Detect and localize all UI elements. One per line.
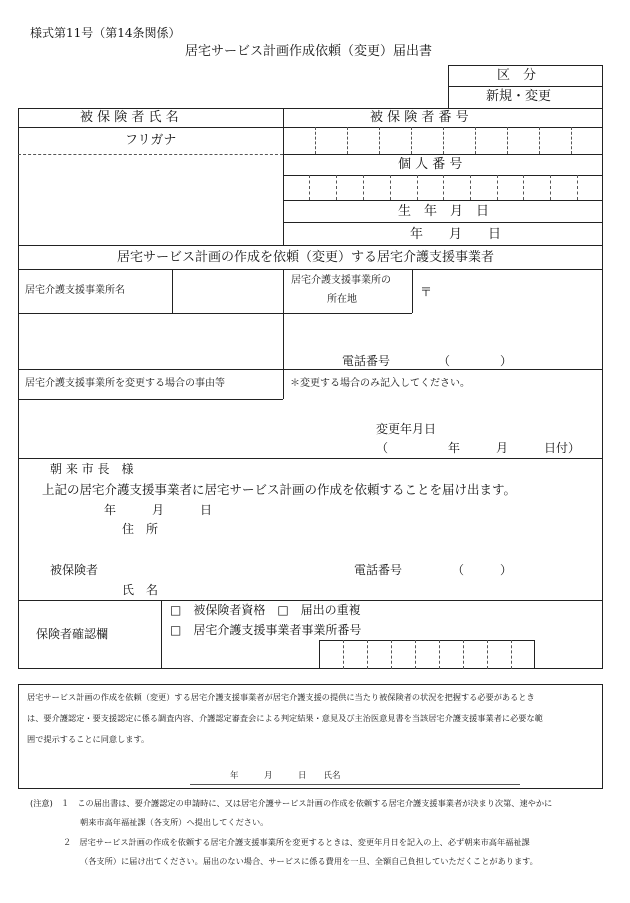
office-phone-paren-open: （ [438,354,451,368]
change-note: ＊変更する場合のみ記入してください。 [290,378,470,389]
insured-number-header: 被 保 険 者 番 号 [370,110,469,125]
office-name-label: 居宅介護支援事業所名 [25,285,125,296]
insured-label: 被保険者 [50,563,99,577]
mayor-address: 朝 来 市 長 様 [50,462,134,476]
consent-text-1: 居宅サービス計画の作成を依頼（変更）する居宅介護支援事業者が居宅介護支援の提供に当たり被保険者の状況を把握する必要があるとき [27,692,535,702]
consent-text-2: は、要介護認定・要支援認定に係る調査内容、介護認定審査会による判定結果・意見及び主治医意見書を当該居宅介護支援事業者に必要な範 [27,713,543,723]
change-reason-label: 居宅介護支援事業所を変更する場合の事由等 [25,378,225,389]
birth-date-header: 生 年 月 日 [398,204,490,219]
form-title: 居宅サービス計画作成依頼（変更）届出書 [185,44,433,59]
section-header: 居宅サービス計画の作成を依頼（変更）する居宅介護支援事業者 [117,250,495,265]
change-date-label: 変更年月日 [376,422,437,436]
note-2b: （各支所）に届け出てください。届出のない場合、サービスに係る費用を一旦、全額自己負担していただくことがあります。 [80,856,538,866]
office-phone-paren-close: ） [500,354,513,368]
consent-date-name[interactable]: 年 月 日 氏名 [230,771,341,781]
insured-name-header: 被 保 険 者 氏 名 [80,110,179,125]
address-label: 住 所 [122,522,159,536]
change-date-field[interactable]: （ 年 月 日付） [376,441,581,455]
personal-number-header: 個 人 番 号 [398,157,463,172]
note-1b: 朝来市高年福祉課（各支所）へ提出してください。 [80,817,269,827]
furigana-label: フリガナ [125,133,177,148]
office-address-label-2: 所在地 [327,294,357,305]
check-item-2[interactable]: □ 居宅介護支援事業者事業所番号 [170,623,362,637]
birth-date-field[interactable]: 年 月 日 [410,227,502,242]
consent-text-3: 囲で提示することに同意します。 [27,734,150,744]
office-number-field[interactable] [319,640,535,669]
declaration-text: 上記の居宅介護支援事業者に居宅サービス計画の作成を依頼することを届け出ます。 [42,482,517,497]
declaration-date[interactable]: 年 月 日 [104,503,213,517]
insured-number-field[interactable] [284,128,602,153]
form-number: 様式第11号（第14条関係） [30,26,181,40]
insured-phone-field[interactable]: （ ） [452,563,513,577]
office-address-field[interactable] [432,275,597,345]
office-name-field[interactable] [20,315,280,369]
insured-signature-field[interactable] [170,580,590,598]
note-2a: ２ 居宅サービス計画の作成を依頼する居宅介護支援事業所を変更するときは、変更年月日を記入の上、必ず朝来市高年福祉課 [63,837,530,847]
change-reason-field[interactable] [22,402,362,454]
name-label: 氏 名 [122,583,159,597]
kubun-value[interactable]: 新規・変更 [486,89,552,104]
kubun-header: 区 分 [497,68,537,83]
office-phone-field[interactable] [452,352,498,368]
postal-mark: 〒 [420,285,433,299]
office-phone-label: 電話番号 [342,354,391,368]
insurer-check-label: 保険者確認欄 [36,627,109,641]
note-1a: (注意) １ この届出書は、要介護認定の申請時に、又は居宅介護サービス計画の作成を依頼する居宅介護支援事業者が決まり次第、速やかに [30,798,553,808]
insured-name-field[interactable] [25,158,275,243]
check-item-1[interactable]: □ 被保険者資格 □ 届出の重複 [170,603,361,617]
address-field[interactable] [170,520,590,554]
personal-number-field[interactable] [284,176,602,199]
insured-phone-label: 電話番号 [354,563,403,577]
office-address-label-1: 居宅介護支援事業所の [291,275,391,286]
